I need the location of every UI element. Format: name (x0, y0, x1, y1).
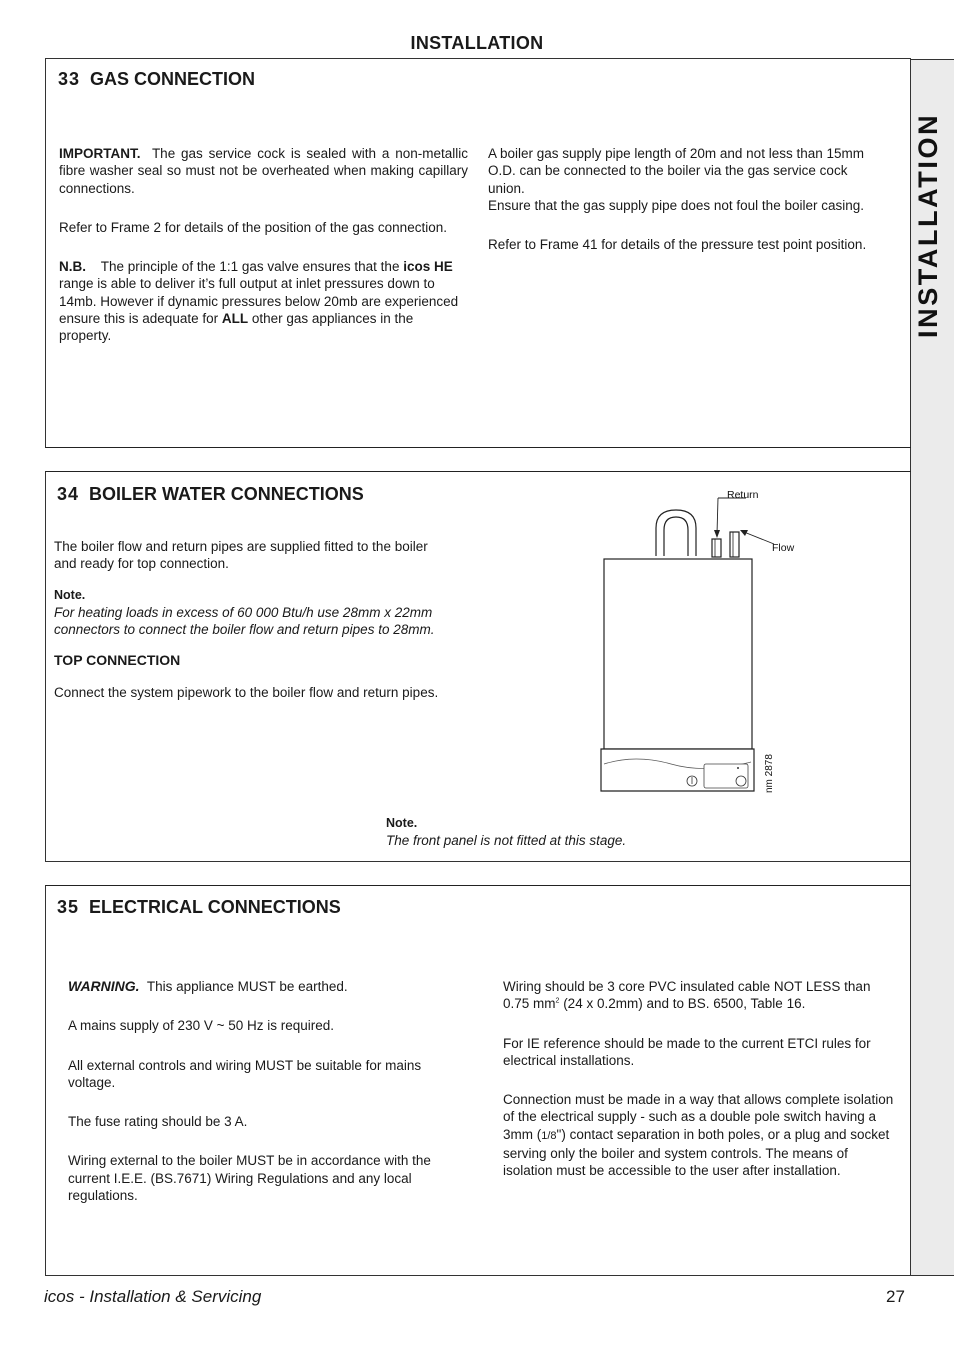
controls-paragraph: All external controls and wiring MUST be suitable for mains voltage. (68, 1057, 422, 1090)
frame-35-number: 35 (57, 897, 80, 917)
frame-34-title (57, 484, 364, 505)
important-text: The gas service cock is sealed with a non-metallic fibre washer seal so must not be overheated when making capillary connections. (59, 146, 468, 196)
frame-33-number: 33 (58, 69, 81, 89)
frame-35-left-column (68, 978, 468, 1226)
warning-label: WARNING. (68, 978, 140, 994)
nb-text-1: The principle of the 1:1 gas valve ensures that the (100, 259, 400, 275)
mains-paragraph: A mains supply of 230 V ~ 50 Hz is required. (68, 1018, 335, 1034)
isolation-fraction: 1/8 (541, 1129, 557, 1142)
top-connection-text: Connect the system pipework to the boiler flow and return pipes. (54, 684, 439, 700)
footer-brand: icos (44, 1287, 75, 1306)
nb-bold-1: icos HE (403, 259, 453, 275)
important-label: IMPORTANT. (59, 146, 141, 161)
note-text: For heating loads in excess of 60 000 Btu/h use 28mm x 22mm connectors to connect the boiler flow and return pipes to 28mm. (54, 604, 435, 638)
isolation-text-1: Connection must be made in a way that allows complete isolation of the electrical supply - such as a double pole switch having a 3mm ( (503, 1092, 894, 1142)
return-label: Return (727, 489, 759, 501)
frame-33-heading: GAS CONNECTION (90, 69, 256, 89)
nb-paragraph (59, 258, 468, 344)
page-number: 27 (886, 1287, 905, 1306)
wiring-regs-paragraph: Wiring external to the boiler MUST be in accordance with the current I.E.E. (BS.7671) Wiring Regulations and any local regulations. (68, 1153, 431, 1204)
cable-paragraph (503, 978, 899, 1013)
frame-34-heading: BOILER WATER CONNECTIONS (89, 484, 364, 504)
page-header: INSTALLATION (410, 33, 544, 53)
fuse-paragraph: The fuse rating should be 3 A. (68, 1114, 248, 1130)
frame-34-boiler-water-connections (45, 471, 911, 862)
refer-frame2-paragraph: Refer to Frame 2 for details of the position of the gas connection. (59, 219, 447, 235)
frame-34-number: 34 (57, 484, 80, 504)
cable-text-1: Wiring should be 3 core PVC insulated cable NOT LESS than 0.75 mm (503, 979, 871, 1012)
boiler-diagram (596, 484, 856, 804)
nb-text-3: other gas appliances in the property. (59, 311, 414, 344)
frame-35-heading: ELECTRICAL CONNECTIONS (89, 897, 341, 917)
foul-casing-text: Ensure that the gas supply pipe does not foul the boiler casing. (488, 197, 864, 213)
supply-pipe-text: A boiler gas supply pipe length of 20m and not less than 15mm O.D. can be connected to the boiler via the gas service cock union. (488, 146, 864, 196)
drawing-ref: nm 2878 (764, 754, 775, 793)
nb-text-2: range is able to deliver it’s full output at inlet pressures down to 14mb. However if dynamic pressures below 20mb are experienced ensure this is adequate for (59, 276, 459, 327)
nb-label: N.B. (59, 259, 86, 275)
isolation-text-2: ") contact separation in both poles, or a plug and socket serving only the boiler and system controls. The means of isolation must be accessible to the user after installation. (503, 1126, 890, 1179)
note-label: Note. (54, 587, 86, 602)
frame-33-right-column (488, 145, 887, 275)
side-tab-label: INSTALLATION (913, 112, 943, 338)
important-paragraph (59, 145, 468, 197)
panel-note (386, 815, 706, 850)
footer-subtitle: - Installation & Servicing (74, 1287, 262, 1306)
ie-reference-paragraph: For IE reference should be made to the current ETCI rules for electrical installations. (503, 1035, 871, 1068)
warning-text: This appliance MUST be earthed. (146, 979, 348, 994)
frame-33-gas-connection (45, 58, 911, 448)
nb-bold-2: ALL (221, 311, 249, 327)
frame-34-text-column (54, 538, 444, 723)
supply-pipe-paragraph (488, 145, 887, 214)
frame-35-right-column (503, 978, 899, 1202)
frame-33-title (58, 69, 255, 90)
isolation-paragraph (503, 1091, 899, 1179)
panel-note-label: Note. (386, 816, 418, 830)
panel-note-text: The front panel is not fitted at this stage. (386, 833, 627, 849)
frame-35-electrical-connections (45, 885, 911, 1276)
warning-paragraph (68, 978, 468, 995)
flow-label: Flow (772, 542, 795, 554)
top-connection-heading: TOP CONNECTION (54, 652, 181, 669)
cable-text-2: (24 x 0.2mm) and to BS. 6500, Table 16. (559, 996, 806, 1012)
frame-33-left-column (59, 145, 468, 367)
cable-superscript: 2 (555, 997, 560, 1005)
frame-35-title (57, 897, 341, 918)
refer-frame41-paragraph: Refer to Frame 41 for details of the pressure test point position. (488, 237, 867, 253)
footer-title (44, 1287, 261, 1307)
intro-paragraph: The boiler flow and return pipes are supplied fitted to the boiler and ready for top connection. (54, 539, 428, 572)
